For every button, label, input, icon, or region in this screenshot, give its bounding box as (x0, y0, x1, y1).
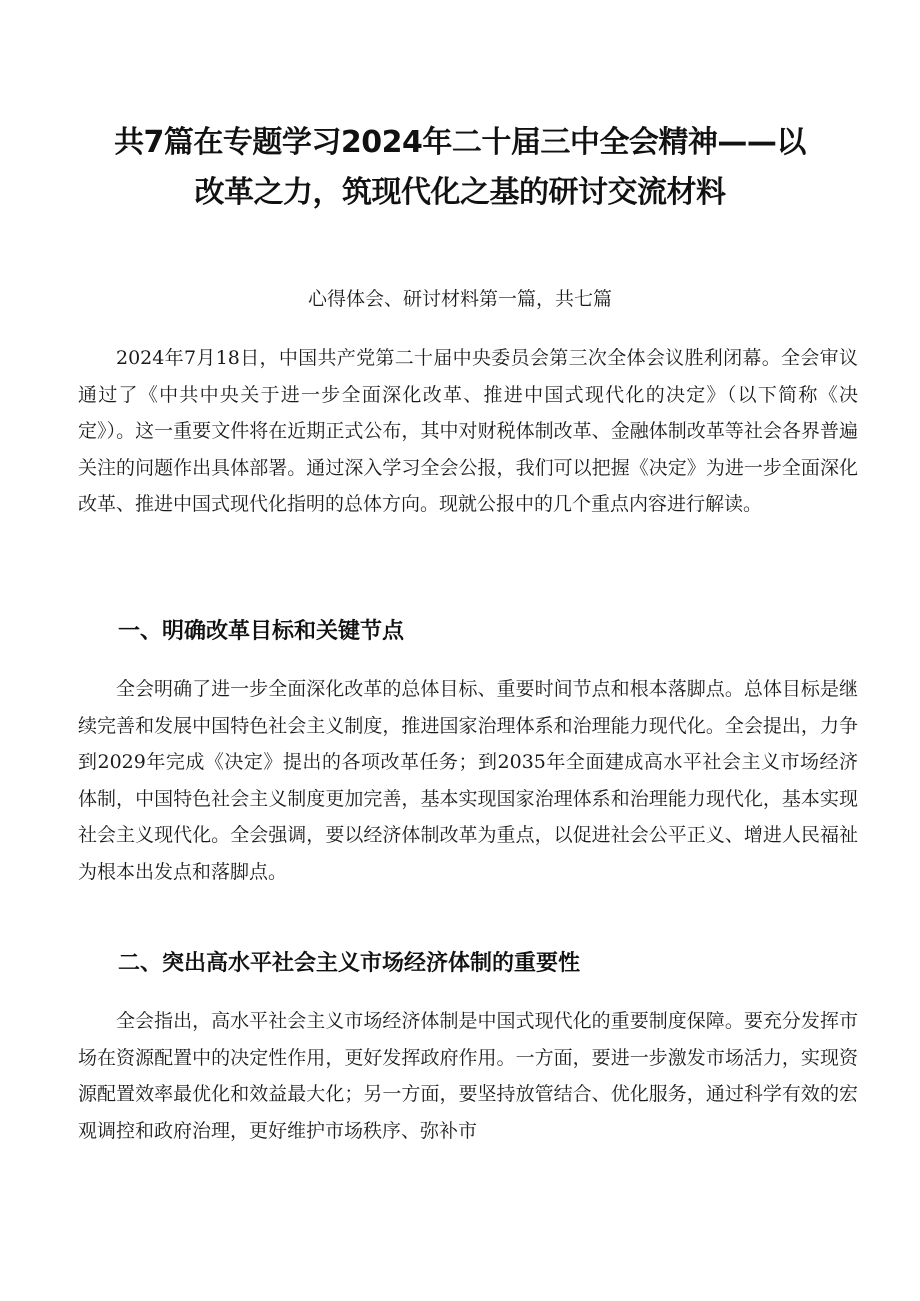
section-1-paragraph: 全会明确了进一步全面深化改革的总体目标、重要时间节点和根本落脚点。总体目标是继续完善和发展中国特色社会主义制度，推进国家治理体系和治理能力现代化。全会提出，力争到2029年完成《决定》提出的各项改革任务；到2035年全面建成高水平社会主义市场经济体制，中国特色社会主义制度更加完善，基本实现国家治理体系和治理能力现代化，基本实现社会主义现代化。全会强调，要以经济体制改革为重点，以促进社会公平正义、增进人民福祉为根本出发点和落脚点。 (78, 678, 858, 883)
document-title (60, 118, 860, 218)
intro-paragraph: 2024年7月18日，中国共产党第二十届中央委员会第三次全体会议胜利闭幕。全会审议通过了《中共中央关于进一步全面深化改革、推进中国式现代化的决定》（以下简称《决定》）。这一重要文件将在近期正式公布，其中对财税体制改革、金融体制改革等社会各界普遍关注的问题作出具体部署。通过深入学习全会公报，我们可以把握《决定》为进一步全面深化改革、推进中国式现代化指明的总体方向。现就公报中的几个重点内容进行解读。 (78, 347, 858, 515)
section-2-heading: 二、突出高水平社会主义市场经济体制的重要性 (118, 951, 581, 976)
title-line-1: 共7篇在专题学习2024年二十届三中全会精神——以 (114, 125, 806, 160)
document-subtitle: 心得体会、研讨材料第一篇，共七篇 (307, 288, 612, 310)
section-2-paragraph: 全会指出，高水平社会主义市场经济体制是中国式现代化的重要制度保障。要充分发挥市场在资源配置中的决定性作用，更好发挥政府作用。一方面，要进一步激发市场活力，实现资源配置效率最优化和效益最大化；另一方面，要坚持放管结合、优化服务，通过科学有效的宏观调控和政府治理，更好维护市场秩序、弥补市 (78, 1010, 858, 1142)
title-line-2: 改革之力，筑现代化之基的研讨交流材料 (194, 175, 726, 210)
section-1-heading: 一、明确改革目标和关键节点 (118, 619, 405, 644)
